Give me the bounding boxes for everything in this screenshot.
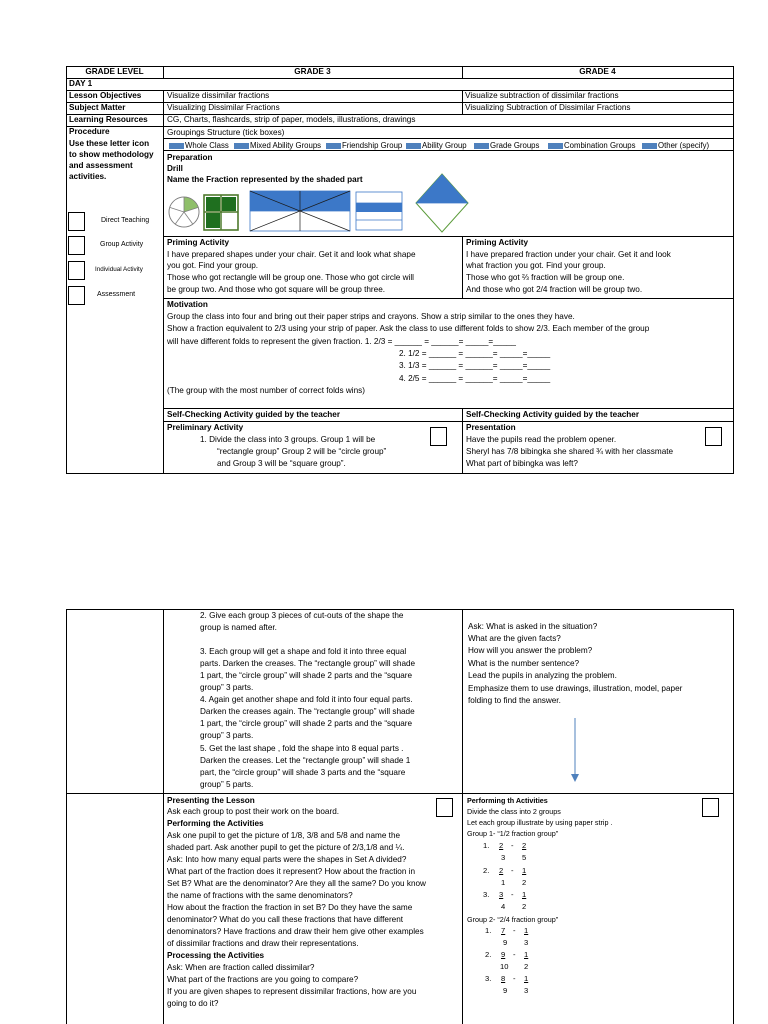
step-line: 3. Each group will get a shape and fold it into three equal: [200, 647, 407, 656]
ask-line: Lead the pupils in analyzing the problem.: [468, 671, 617, 680]
step-line: Darken the creases. Let the “rectangle group” will shade 1: [200, 756, 411, 765]
priming-g3-line3: Those who got rectangle will be group one. Those who got circle will: [167, 273, 414, 282]
motivation-note: (The group with the most number of correct folds wins): [167, 386, 365, 395]
drill-shapes-figure: [166, 172, 476, 236]
assessment-label: Assessment: [97, 291, 136, 298]
lesson-plan-table-page1: [0, 0, 768, 480]
lesson-plan-table-page2: 2. Give each group 3 pieces of cut-outs of the shape the group is named after. 3. Each group will get a shape and fold it into three equal parts. Darken the creases. The “rectangle group” will shade 1 part, the “circle group” will shade 2 parts and the “square group” 3 parts. 4. Again get another shape and fold it into four equal parts. Darken the creases again. The “rectangle group” will shade 1 part, the “circle group” will shade 2 parts and the “square group” 3 parts. 5. Get the last shape , fold the shape into 8 equal parts . Darken the creases. Let the “rectangle group” will shade 1 part, the “circle group” will shade 3 parts and the “square group” 5 parts. Ask: What is asked in the situation? What are the given facts? How will you answer the problem? What is the number sentence? Lead the pupils in analyzing the problem. Emphasize them to use drawings, illustration, model, paper folding to find the answer. Presenting the Lesson Ask each group to post their work on the board. Performing the Activities Ask one pupil to get the picture of 1/8, 3/8 and 5/8 and name the shaded part. Ask another pupil to get the picture of 2/3,1/8 and ¼. Ask: Into how many equal parts were the shapes in Set A divided? What part of the fraction does it represent? How about the fraction in Set B? What are the denominator? Are they all the same? Do you know the name of fractions with the same denominators? How about the fraction the fraction in set B? Do they have the same denominator? What do you call these fractions that have different denominators? Have fractions and draw their hem give other examples of dissimilar fractions and draw their representations. Processing the Activities Ask: When are fraction called dissimilar? What part of the fractions are you going to compare? If you are given shapes to represent dissimilar fractions, how are you going to do it? Performing th Activities Divide the class into 2 groups Let each group illustrate by using paper strip . Group 1- “1/2 fraction group” Group 2- “2/4 fraction group” 1. 2 - 2 3 5 2. 2 - 1 1 2 3. 3 - 1 4 2 1. 7 - 1 9 3 2. 9 - 1 10 2 3. 8 - 1 9 3: [0, 600, 768, 1024]
rectangle-fraction-shape: [250, 191, 350, 231]
grouping-other[interactable]: Other (specify): [640, 141, 709, 151]
presenting-line: How about the fraction the fraction in set B? Do they have the same: [167, 903, 413, 912]
ask-line: How will you answer the problem?: [468, 646, 593, 655]
step-line: group” 3 parts.: [200, 731, 254, 740]
grouping-friendship[interactable]: Friendship Group: [324, 141, 402, 151]
group1-label: Group 1- “1/2 fraction group”: [467, 829, 559, 838]
step-line: group” 3 parts.: [200, 683, 254, 692]
presenting-line: going to do it?: [167, 999, 219, 1008]
assessment-checkbox[interactable]: [68, 286, 85, 305]
priming-title-g4: Priming Activity: [466, 238, 529, 247]
preliminary-line2: “rectangle group” Group 2 will be “circle group”: [217, 447, 387, 456]
header-grade4: GRADE 4: [579, 67, 616, 76]
motivation-eq4: 4. 2/5 = ______ = ______= _____=_____: [399, 374, 551, 383]
performing-title: Performing th Activities: [467, 796, 548, 805]
presenting-line: Processing the Activities: [167, 951, 265, 960]
grouping-mixed-ability[interactable]: Mixed Ability Groups: [232, 141, 321, 151]
tick-box-icon: [642, 143, 657, 149]
grouping-whole-class[interactable]: Whole Class: [167, 141, 229, 151]
performing-checkbox[interactable]: [702, 798, 719, 817]
group-activity-checkbox[interactable]: [68, 236, 85, 255]
resources-g3: CG, Charts, flashcards, strip of paper, models, illustrations, drawings: [167, 115, 416, 124]
step-line: part, the “circle group” will shade 3 parts and the “square: [200, 768, 406, 777]
presenting-line: denominator? What do you call these fractions that have different: [167, 915, 404, 924]
groupings-title: Groupings Structure (tick boxes): [167, 128, 285, 137]
grouping-grade[interactable]: Grade Groups: [472, 141, 539, 151]
presenting-line: What part of the fractions are you going to compare?: [167, 975, 359, 984]
grouping-ability[interactable]: Ability Group: [404, 141, 467, 151]
tick-box-icon: [548, 143, 563, 149]
step-line: group” 5 parts.: [200, 780, 254, 789]
individual-activity-checkbox[interactable]: [68, 261, 85, 280]
presenting-line: Presenting the Lesson: [167, 796, 255, 805]
presenting-checkbox[interactable]: [436, 798, 453, 817]
subject-g3: Visualizing Dissimilar Fractions: [167, 103, 280, 112]
drill-label: Drill: [167, 164, 183, 173]
presenting-line: Performing the Activities: [167, 819, 264, 828]
presentation-line2: Sheryl has 7/8 bibingka she shared ¾ with her classmate: [466, 447, 674, 456]
direct-teaching-checkbox[interactable]: [68, 212, 85, 231]
preliminary-line3: and Group 3 will be “square group”.: [217, 459, 346, 468]
procedure-note-3: and assessment: [69, 161, 133, 170]
preliminary-checkbox[interactable]: [430, 427, 447, 446]
self-checking-g3: Self-Checking Activity guided by the teacher: [167, 410, 341, 419]
presenting-line: Set B? What are the denominator? Are they all the same? Do you know: [167, 879, 426, 888]
priming-g4-line2: what fraction you got. Find your group.: [466, 261, 606, 270]
preliminary-title: Preliminary Activity: [167, 423, 244, 432]
presenting-line: Ask: When are fraction called dissimilar?: [167, 963, 315, 972]
procedure-note-1: Use these letter icon: [69, 139, 150, 148]
procedure-note-4: activities.: [69, 172, 107, 181]
performing-line: Let each group illustrate by using paper strip .: [467, 818, 613, 827]
tick-box-icon: [474, 143, 489, 149]
ask-line: Emphasize them to use drawings, illustration, model, paper: [468, 684, 683, 693]
presenting-line: of dissimilar fractions and draw their representations.: [167, 939, 359, 948]
day-label: DAY 1: [69, 79, 93, 88]
presentation-checkbox[interactable]: [705, 427, 722, 446]
priming-g4-line4: And those who got 2/4 fraction will be group two.: [466, 285, 643, 294]
priming-title-g3: Priming Activity: [167, 238, 230, 247]
preparation-title: Preparation: [167, 153, 213, 162]
motivation-eq3: 3. 1/3 = ______ = ______= _____=_____: [399, 361, 551, 370]
objectives-g4: Visualize subtraction of dissimilar fractions: [465, 91, 619, 100]
priming-g3-line1: I have prepared shapes under your chair. Get it and look what shape: [167, 250, 416, 259]
step-line: 4. Again get another shape and fold it into four equal parts.: [200, 695, 413, 704]
step-line: 1 part, the “circle group” will shade 2 parts and the “square: [200, 671, 413, 680]
presentation-line3: What part of bibingka was left?: [466, 459, 578, 468]
tick-box-icon: [169, 143, 184, 149]
procedure-note-2: to show methodology: [69, 150, 154, 159]
down-arrow-icon: [569, 718, 581, 784]
step-line: 1 part, the “circle group” will shade 2 parts and the “square: [200, 719, 413, 728]
motivation-eq2: 2. 1/2 = ______ = ______= _____=_____: [399, 349, 551, 358]
priming-g4-line3: Those who got ⅔ fraction will be group one.: [466, 273, 625, 282]
subject-g4: Visualizing Subtraction of Dissimilar Fractions: [465, 103, 631, 112]
individual-activity-label: Individual Activity: [95, 266, 143, 273]
priming-g3-line2: you got. Find your group.: [167, 261, 259, 270]
motivation-line3: will have different folds to represent the given fraction. 1. 2/3 = ______ = ______= _____=_____: [167, 337, 516, 346]
presenting-line: Ask one pupil to get the picture of 1/8, 3/8 and 5/8 and name the: [167, 831, 401, 840]
motivation-line1: Group the class into four and bring out their paper strips and crayons. Show a strip similar to the ones they have.: [167, 312, 575, 321]
step-line: 2. Give each group 3 pieces of cut-outs of the shape the: [200, 611, 404, 620]
presentation-line1: Have the pupils read the problem opener.: [466, 435, 617, 444]
ask-line: What are the given facts?: [468, 634, 561, 643]
step-line: Darken the creases again. The “rectangle group” will shade: [200, 707, 415, 716]
presenting-line: Ask: Into how many equal parts were the shapes in Set A divided?: [167, 855, 407, 864]
presenting-line: shaded part. Ask another pupil to get the picture of 2/3,1/8 and ¼.: [167, 843, 405, 852]
step-line: group is named after.: [200, 623, 277, 632]
drill-instruction: Name the Fraction represented by the shaded part: [167, 175, 363, 184]
resources-label: Learning Resources: [69, 115, 148, 124]
presenting-line: denominators? Have fractions and draw their hem give other examples: [167, 927, 424, 936]
header-grade-level: GRADE LEVEL: [85, 67, 144, 76]
direct-teaching-label: Direct Teaching: [101, 217, 150, 224]
tick-box-icon: [406, 143, 421, 149]
motivation-line2: Show a fraction equivalent to 2/3 using your strip of paper. Ask the class to use different folds to show 2/3. Each member of the group: [167, 324, 650, 333]
circle-fraction-shape: [169, 197, 199, 227]
ask-line: Ask: What is asked in the situation?: [468, 622, 598, 631]
subject-label: Subject Matter: [69, 103, 126, 112]
motivation-title: Motivation: [167, 300, 208, 309]
grid-fraction-shape: [204, 195, 238, 230]
preliminary-line1: 1. Divide the class into 3 groups. Group 1 will be: [200, 435, 376, 444]
self-checking-g4: Self-Checking Activity guided by the teacher: [466, 410, 640, 419]
ask-line: folding to find the answer.: [468, 696, 561, 705]
presenting-line: What part of the fraction does it represent? How about the fraction in: [167, 867, 416, 876]
group2-label: Group 2- “2/4 fraction group”: [467, 915, 559, 924]
performing-line: Divide the class into 2 groups: [467, 807, 561, 816]
procedure-label: Procedure: [69, 127, 110, 136]
diamond-fraction-shape: [416, 174, 468, 232]
grouping-combination[interactable]: Combination Groups: [546, 141, 636, 151]
objectives-label: Lesson Objectives: [69, 91, 142, 100]
presenting-line: the name of fractions with the same denominators?: [167, 891, 353, 900]
presentation-title: Presentation: [466, 423, 516, 432]
priming-g3-line4: be group two. And those who got square will be group three.: [167, 285, 386, 294]
ask-line: What is the number sentence?: [468, 659, 580, 668]
step-line: parts. Darken the creases. The “rectangle group” will shade: [200, 659, 416, 668]
group-activity-label: Group Activity: [100, 241, 144, 248]
tick-box-icon: [234, 143, 249, 149]
priming-g4-line1: I have prepared fraction under your chair. Get it and look: [466, 250, 671, 259]
objectives-g3: Visualize dissimilar fractions: [167, 91, 270, 100]
step-line: 5. Get the last shape , fold the shape into 8 equal parts .: [200, 744, 404, 753]
presenting-line: Ask each group to post their work on the board.: [167, 807, 340, 816]
presenting-line: If you are given shapes to represent dissimilar fractions, how are you: [167, 987, 417, 996]
header-grade3: GRADE 3: [294, 67, 331, 76]
tick-box-icon: [326, 143, 341, 149]
strip-fraction-shape: [356, 192, 402, 230]
